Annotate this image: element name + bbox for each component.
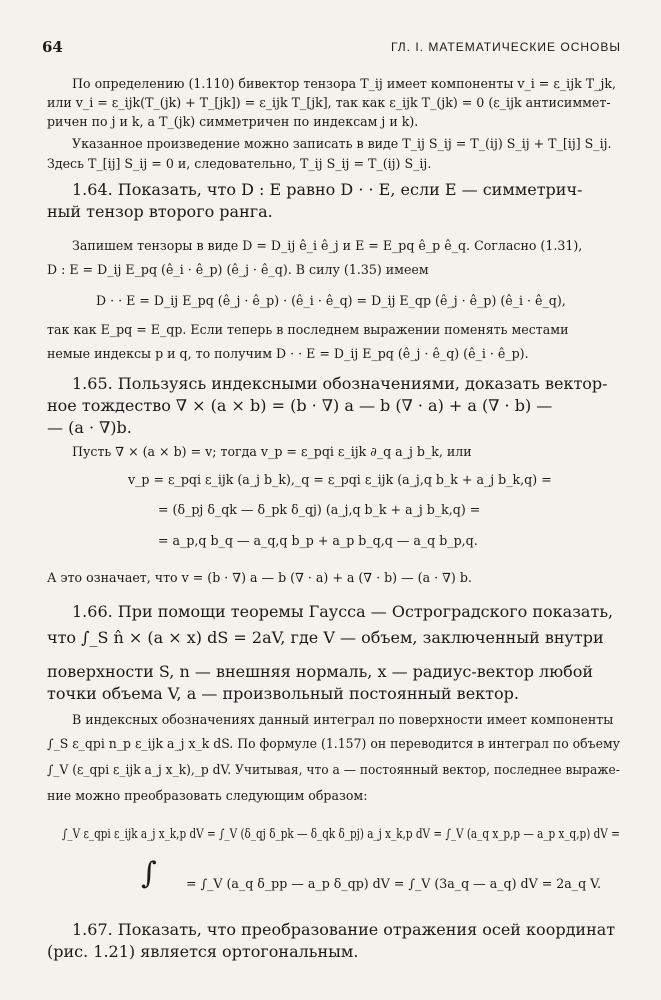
- page-header: [42, 38, 621, 58]
- problem-heading: 1.64. Показать, что D : E равно D · · E, если E — симметрич-: [72, 180, 583, 199]
- page-number: 64: [42, 38, 63, 56]
- text-line: ричен по j и k, а T_(jk) симметричен по индексам j и k).: [47, 114, 419, 129]
- problem-heading: — (a · ∇)b.: [47, 418, 132, 437]
- display-equation: = ∫_V (a_q δ_pp — a_p δ_qp) dV = ∫_V (3a_q — a_q) dV = 2a_q V.: [186, 876, 602, 891]
- text-line: D : E = D_ij E_pq (ê_i · ê_p) (ê_j · ê_q). В силу (1.35) имеем: [47, 262, 429, 277]
- text-line: ние можно преобразовать следующим образом:: [47, 788, 368, 803]
- text-line: Запишем тензоры в виде D = D_ij ê_i ê_j и E = E_pq ê_p ê_q. Согласно (1.31),: [72, 238, 583, 253]
- problem-heading: 1.65. Пользуясь индексными обозначениями, доказать вектор-: [72, 374, 608, 393]
- text-line: так как E_pq = E_qp. Если теперь в последнем выражении поменять местами: [47, 322, 569, 337]
- problem-heading: (рис. 1.21) является ортогональным.: [47, 942, 359, 961]
- text-line: Здесь T_[ij] S_ij = 0 и, следовательно, T_ij S_ij = T_(ij) S_ij.: [47, 156, 432, 171]
- stray-integral-mark: ∫: [141, 856, 157, 891]
- problem-heading: поверхности S, n — внешняя нормаль, x — радиус-вектор любой: [47, 662, 594, 681]
- text-line: Пусть ∇ × (a × b) = v; тогда v_p = ε_pqi ε_ijk ∂_q a_j b_k, или: [72, 444, 472, 459]
- text-line: А это означает, что v = (b · ∇) a — b (∇ · a) + a (∇ · b) — (a · ∇) b.: [47, 570, 472, 585]
- text-line: В индексных обозначениях данный интеграл по поверхности имеет компоненты: [72, 712, 614, 727]
- problem-heading: точки объема V, a — произвольный постоянный вектор.: [47, 684, 519, 703]
- text-line: или v_i = ε_ijk(T_(jk) + T_[jk]) = ε_ijk T_[jk], так как ε_ijk T_(jk) = 0 (ε_ijk антисиммет-: [47, 95, 611, 110]
- display-equation: ∫_V ε_qpi ε_ijk a_j x_k,p dV = ∫_V (δ_qj δ_pk — δ_qk δ_pj) a_j x_k,p dV = ∫_V (a_q x_p,p — a_p x_q,p) dV =: [62, 826, 620, 841]
- problem-heading: 1.66. При помощи теоремы Гаусса — Остроградского показать,: [72, 602, 614, 621]
- text-line: немые индексы p и q, то получим D · · E = D_ij E_pq (ê_j · ê_q) (ê_i · ê_p).: [47, 346, 529, 361]
- display-equation: = a_p,q b_q — a_q,q b_p + a_p b_q,q — a_q b_p,q.: [158, 533, 478, 548]
- problem-heading: ное тождество ∇ × (a × b) = (b · ∇) a — b (∇ · a) + a (∇ · b) —: [47, 396, 553, 415]
- text-line: По определению (1.110) бивектор тензора T_ij имеет компоненты v_i = ε_ijk T_jk,: [72, 76, 616, 91]
- running-head: ГЛ. I. МАТЕМАТИЧЕСКИЕ ОСНОВЫ: [390, 40, 621, 54]
- problem-heading: что ∫_S n̂ × (a × x) dS = 2aV, где V — объем, заключенный внутри: [47, 628, 604, 647]
- text-line: Указанное произведение можно записать в виде T_ij S_ij = T_(ij) S_ij + T_[ij] S_ij.: [72, 136, 612, 151]
- display-equation: = (δ_pj δ_qk — δ_pk δ_qj) (a_j,q b_k + a_j b_k,q) =: [158, 502, 481, 517]
- display-equation: D · · E = D_ij E_pq (ê_j · ê_p) · (ê_i · ê_q) = D_ij E_qp (ê_j · ê_p) (ê_i · ê_q),: [96, 293, 566, 308]
- text-line: ∫_S ε_qpi n_p ε_ijk a_j x_k dS. По формуле (1.157) он переводится в интеграл по объему: [47, 736, 620, 751]
- problem-heading: 1.67. Показать, что преобразование отражения осей координат: [72, 920, 616, 939]
- problem-heading: ный тензор второго ранга.: [47, 202, 273, 221]
- display-equation: v_p = ε_pqi ε_ijk (a_j b_k),_q = ε_pqi ε_ijk (a_j,q b_k + a_j b_k,q) =: [128, 472, 552, 487]
- text-line: ∫_V (ε_qpi ε_ijk a_j x_k),_p dV. Учитывая, что a — постоянный вектор, последнее выраже-: [47, 762, 620, 777]
